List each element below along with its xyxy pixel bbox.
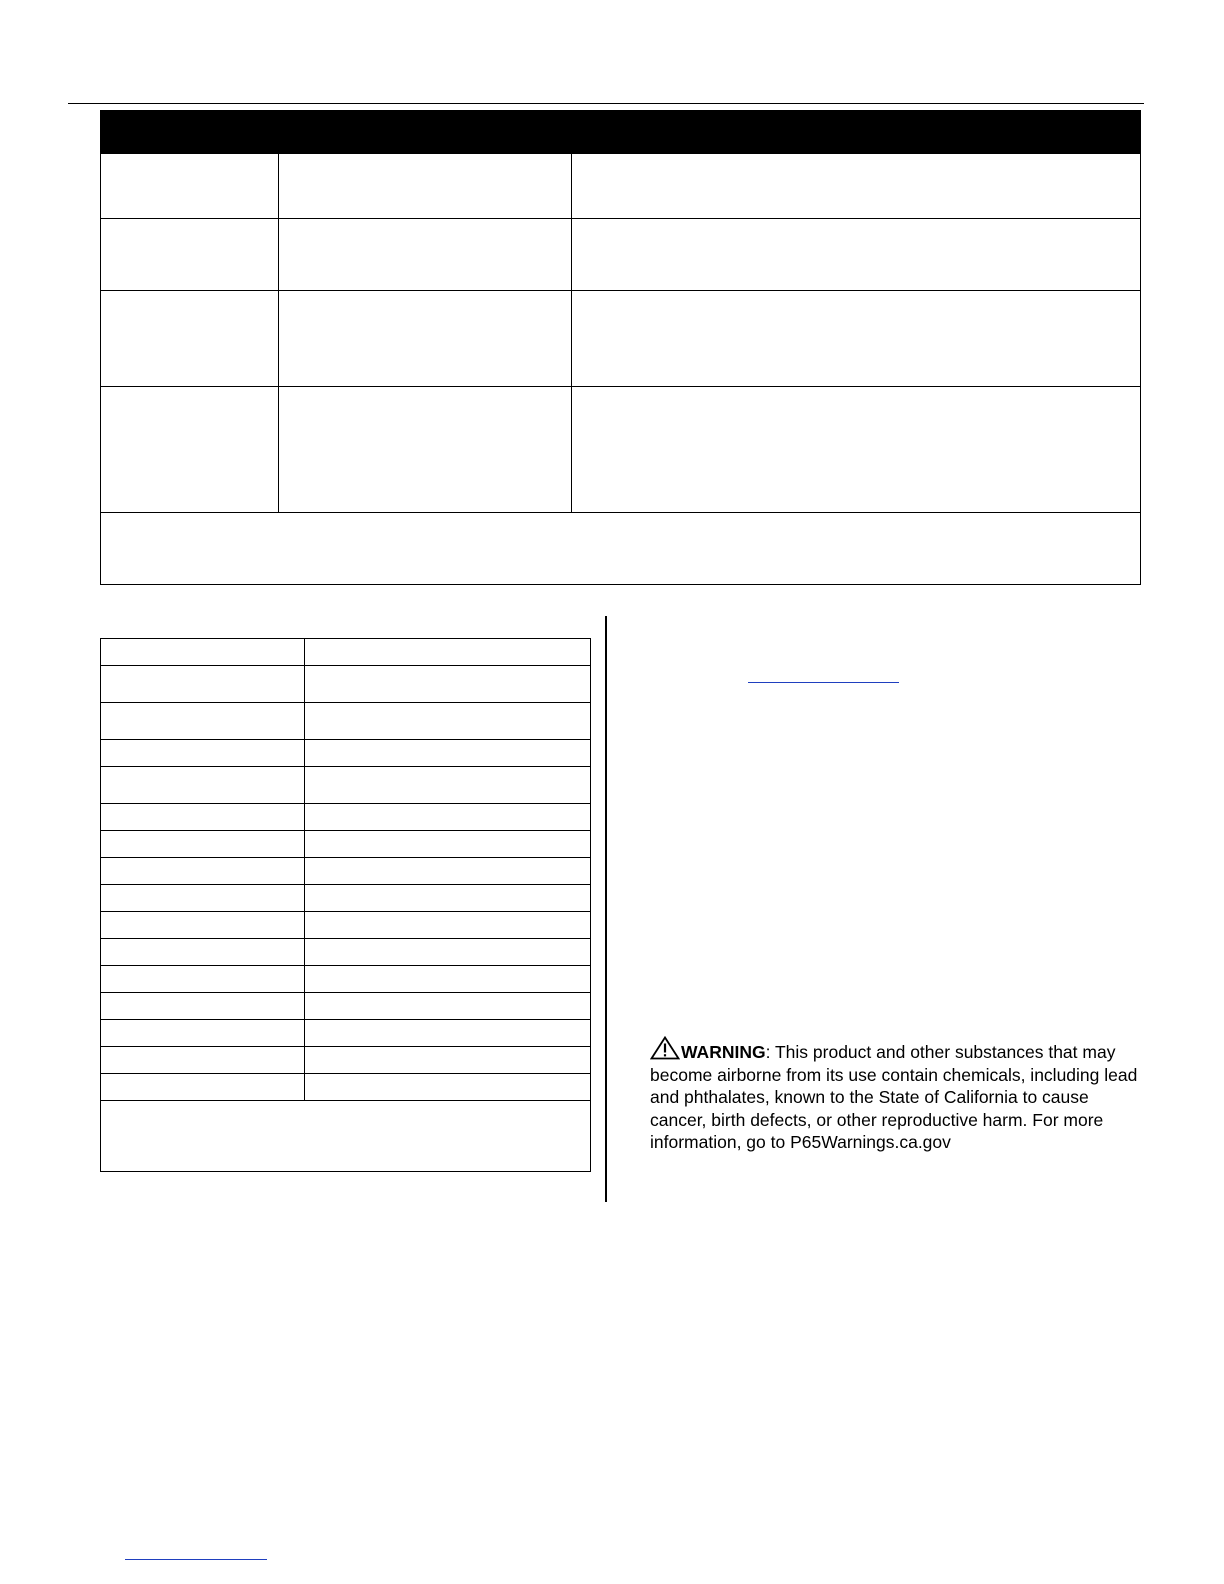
spec-row	[101, 1047, 591, 1074]
table-footer-cell	[101, 513, 1141, 585]
spec-value-cell	[305, 1020, 591, 1047]
spec-row	[101, 1020, 591, 1047]
spec-value-cell	[305, 703, 591, 740]
table-header-row	[101, 111, 1141, 154]
spec-row	[101, 666, 591, 703]
spec-label-cell	[101, 831, 305, 858]
spec-value-cell	[305, 939, 591, 966]
spec-row	[101, 993, 591, 1020]
spec-value-cell	[305, 639, 591, 666]
spec-footer-cell	[101, 1101, 591, 1172]
hyperlink-underline[interactable]	[125, 1559, 267, 1560]
table-header-cell	[101, 111, 1141, 154]
spec-row	[101, 939, 591, 966]
warning-text: : This product and other substances that may become airborne from its use contain chemicals, including lead and phthalates, known to the State of California to cause cancer, birth defects, or other reproductive harm. For more information, go to P65Warnings.ca.gov	[650, 1042, 1138, 1152]
table-cell	[572, 387, 1141, 513]
table-cell	[101, 154, 279, 219]
spec-value-cell	[305, 858, 591, 885]
spec-value-cell	[305, 1074, 591, 1101]
prop65-warning	[650, 1036, 1150, 1154]
spec-row	[101, 885, 591, 912]
table-row	[101, 154, 1141, 219]
spec-value-cell	[305, 831, 591, 858]
top-rule	[68, 103, 1144, 104]
spec-row	[101, 966, 591, 993]
spec-label-cell	[101, 1074, 305, 1101]
table-cell	[572, 219, 1141, 291]
hyperlink-underline[interactable]	[748, 682, 899, 683]
spec-row	[101, 831, 591, 858]
spec-row	[101, 639, 591, 666]
spec-label-cell	[101, 740, 305, 767]
troubleshooting-table	[100, 110, 1141, 585]
table-cell	[279, 291, 572, 387]
spec-value-cell	[305, 912, 591, 939]
table-cell	[572, 291, 1141, 387]
spec-row	[101, 767, 591, 804]
table-row	[101, 291, 1141, 387]
warning-triangle-icon	[650, 1036, 680, 1060]
spec-label-cell	[101, 639, 305, 666]
spec-value-cell	[305, 767, 591, 804]
table-footer-row	[101, 513, 1141, 585]
spec-label-cell	[101, 885, 305, 912]
table-cell	[101, 387, 279, 513]
spec-value-cell	[305, 966, 591, 993]
spec-value-cell	[305, 804, 591, 831]
spec-row	[101, 804, 591, 831]
spec-value-cell	[305, 1047, 591, 1074]
spec-row	[101, 912, 591, 939]
spec-value-cell	[305, 993, 591, 1020]
spec-label-cell	[101, 1020, 305, 1047]
specifications-table	[100, 638, 591, 1172]
spec-label-cell	[101, 966, 305, 993]
spec-label-cell	[101, 804, 305, 831]
spec-label-cell	[101, 767, 305, 804]
table-row	[101, 387, 1141, 513]
table-cell	[101, 219, 279, 291]
spec-label-cell	[101, 993, 305, 1020]
spec-row	[101, 858, 591, 885]
spec-row	[101, 703, 591, 740]
table-cell	[279, 387, 572, 513]
spec-label-cell	[101, 703, 305, 740]
spec-label-cell	[101, 912, 305, 939]
table-cell	[279, 219, 572, 291]
table-cell	[572, 154, 1141, 219]
spec-label-cell	[101, 939, 305, 966]
spec-label-cell	[101, 666, 305, 703]
spec-footer-row	[101, 1101, 591, 1172]
spec-row	[101, 1074, 591, 1101]
table-cell	[101, 291, 279, 387]
table-row	[101, 219, 1141, 291]
spec-label-cell	[101, 1047, 305, 1074]
warning-label: WARNING	[681, 1042, 766, 1062]
column-divider	[605, 616, 607, 1202]
spec-value-cell	[305, 885, 591, 912]
spec-value-cell	[305, 666, 591, 703]
spec-label-cell	[101, 858, 305, 885]
spec-row	[101, 740, 591, 767]
table-cell	[279, 154, 572, 219]
spec-value-cell	[305, 740, 591, 767]
